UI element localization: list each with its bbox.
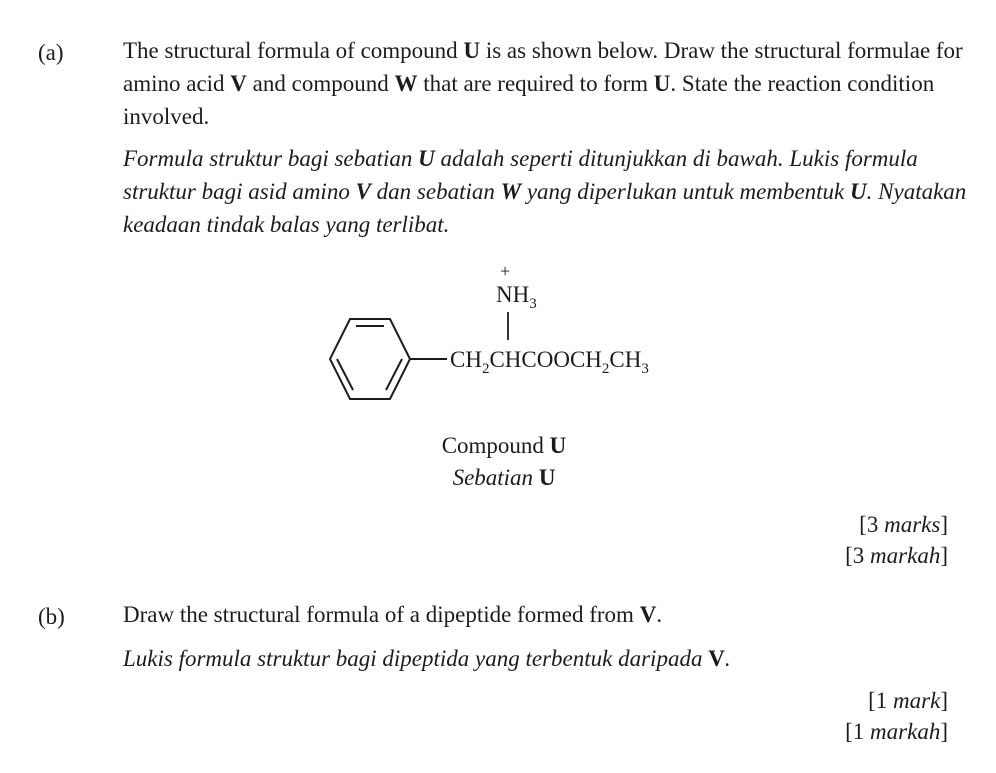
text-fragment: ]	[940, 719, 948, 744]
compound-w-bold: W	[500, 179, 522, 204]
text-fragment: and compound	[246, 71, 395, 96]
text-fragment: marks	[884, 512, 941, 537]
part-b-label: (b)	[38, 604, 65, 629]
benzene-ring-icon	[330, 319, 410, 399]
text-fragment: is as shown below. Draw the structural formulae for amino acid	[123, 38, 963, 96]
marks-b-ms	[845, 719, 948, 745]
text-fragment: Compound	[441, 433, 550, 458]
text-fragment: [3	[845, 543, 871, 568]
amino-acid-v-bold: V	[708, 646, 725, 671]
caption-en	[404, 433, 604, 459]
compound-u-bold: U	[463, 38, 481, 63]
text-fragment: ]	[940, 688, 948, 713]
part-a-question-en	[123, 34, 973, 133]
text-fragment: [1	[868, 688, 894, 713]
part-b-question-ms	[123, 642, 973, 675]
compound-u-bold: U	[418, 146, 435, 171]
amino-acid-v-bold: V	[355, 179, 371, 204]
compound-u-bold: U	[538, 465, 556, 490]
compound-w-bold: W	[394, 71, 418, 96]
nh3-group: $NH_3$	[496, 282, 537, 312]
marks-a-ms	[845, 543, 948, 569]
amino-acid-v-bold: V	[639, 602, 657, 627]
text-fragment: mark	[893, 688, 941, 713]
text-fragment: [3	[859, 512, 885, 537]
text-fragment: Draw the structural formula of a dipeptide formed from	[123, 602, 640, 627]
text-fragment: ]	[940, 512, 948, 537]
main-chain-formula: $CH_2CHCOOCH_2CH_3$	[450, 347, 649, 377]
marks-a-en	[859, 512, 948, 538]
compound-u-bold: U	[850, 179, 867, 204]
text-fragment: Lukis formula struktur bagi dipeptida yang terbentuk daripada	[123, 646, 709, 671]
part-a-label: (a)	[38, 40, 64, 65]
text-fragment: .	[656, 602, 663, 627]
text-fragment: [1	[845, 719, 871, 744]
text-fragment: .	[724, 646, 731, 671]
compound-u-structure	[300, 260, 720, 410]
amino-acid-v-bold: V	[230, 71, 247, 96]
text-fragment: ]	[940, 543, 948, 568]
text-fragment: The structural formula of compound	[123, 38, 464, 63]
text-fragment: that are required to form	[417, 71, 654, 96]
text-fragment: adalah seperti ditunjukkan di bawah. Lukis formula struktur bagi asid amino	[123, 146, 918, 204]
text-fragment: dan sebatian	[370, 179, 501, 204]
text-fragment: Sebatian	[452, 465, 539, 490]
text-fragment: markah	[870, 543, 941, 568]
caption-ms	[404, 465, 604, 491]
compound-u-bold: U	[653, 71, 671, 96]
part-a-question-ms	[123, 142, 973, 241]
text-fragment: Formula struktur bagi sebatian	[123, 146, 419, 171]
part-b-question-en	[123, 598, 973, 631]
compound-u-bold: U	[549, 433, 567, 458]
text-fragment: yang diperlukan untuk membentuk	[521, 179, 851, 204]
text-fragment: . State the reaction condition involved.	[123, 71, 935, 129]
text-fragment: . Nyatakan keadaan tindak balas yang terlibat.	[123, 179, 967, 237]
text-fragment: markah	[870, 719, 941, 744]
positive-charge: +	[500, 261, 511, 281]
marks-b-en	[868, 688, 948, 714]
